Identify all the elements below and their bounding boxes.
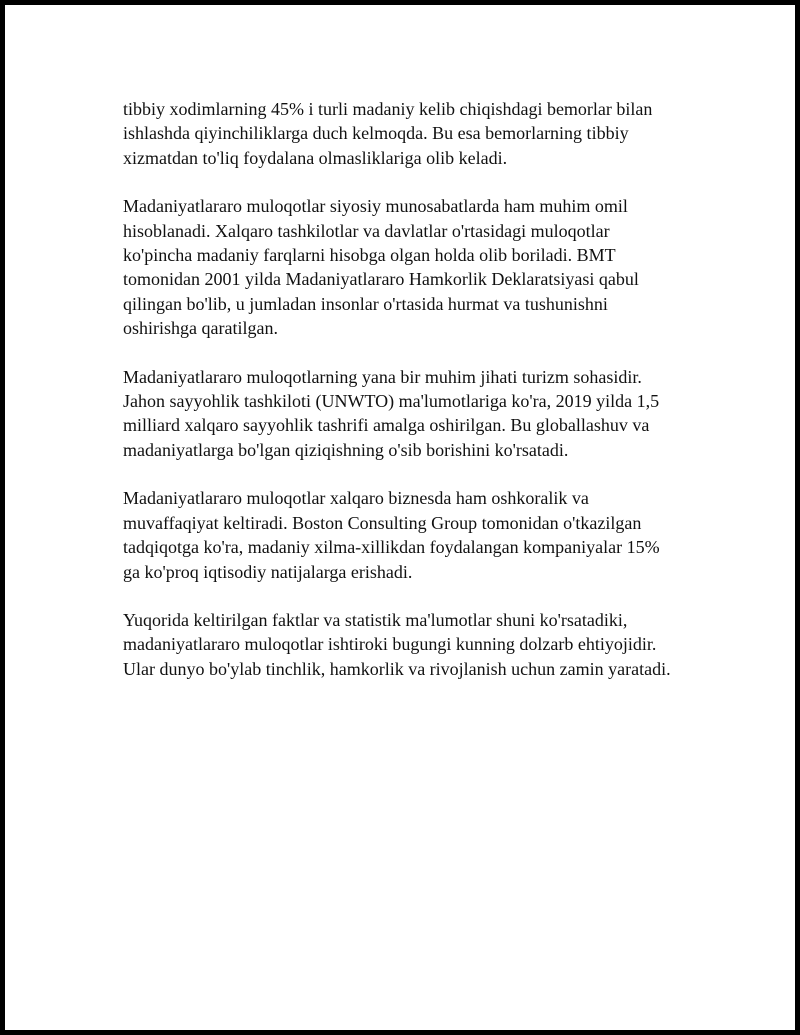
paragraph-healthcare: tibbiy xodimlarning 45% i turli madaniy kelib chiqishdagi bemorlar bilan ishlashda qiyinchiliklarga duch kelmoqda. Bu esa bemorlarning tibbiy xizmatdan to'liq foydalana olmasliklariga olib keladi. [123, 99, 653, 168]
paragraph-tourism: Madaniyatlararo muloqotlarning yana bir muhim jihati turizm sohasidir. Jahon sayyohlik tashkiloti (UNWTO) ma'lumotlariga ko'ra, 2019 yilda 1,5 milliard xalqaro sayyohlik tashrifi amalga oshirilgan. Bu globallashuv va madaniyatlarga bo'lgan qiziqishning o'sib borishini ko'rsatadi. [123, 366, 660, 460]
paragraph-conclusion: Yuqorida keltirilgan faktlar va statistik ma'lumotlar shuni ko'rsatadiki, madaniyatlararo muloqotlar ishtiroki bugungi kunning dolzarb ehtiyojidir. Ular dunyo bo'ylab tinchlik, hamkorlik va rivojlanish uchun zamin yaratadi. [123, 609, 671, 679]
paragraph-business: Madaniyatlararo muloqotlar xalqaro biznesda ham oshkoralik va muvaffaqiyat keltiradi. Boston Consulting Group tomonidan o'tkazilgan tadqiqotga ko'ra, madaniy xilma-xillikdan foydalangan kompaniyalar 15% ga ko'proq iqtisodiy natijalarga erishadi. [123, 488, 660, 582]
paragraph-politics: Madaniyatlararo muloqotlar siyosiy munosabatlarda ham muhim omil hisoblanadi. Xalqaro tashkilotlar va davlatlar o'rtasidagi muloqotlar ko'pincha madaniy farqlarni hisobga olgan holda olib boriladi. BMT tomonidan 2001 yilda Madaniyatlararo Hamkorlik Deklaratsiyasi qabul qilingan bo'lib, u jumladan insonlar o'rtasida hurmat va tushunishni oshirishga qaratilgan. [123, 196, 639, 339]
document-body [123, 97, 703, 705]
